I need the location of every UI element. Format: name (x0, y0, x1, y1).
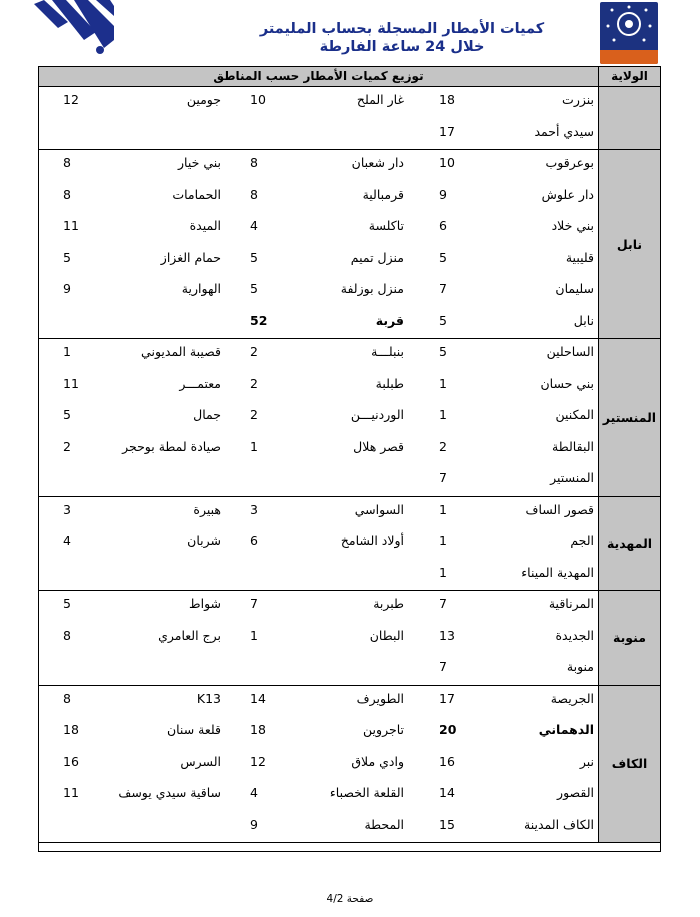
rainfall-value: 10 (250, 92, 266, 107)
station-name: K13 (196, 690, 221, 706)
station-name: الجم (570, 533, 594, 548)
table-row (39, 686, 598, 718)
rainfall-value: 20 (439, 722, 457, 737)
rainfall-value: 11 (63, 785, 79, 800)
rainfall-value: 5 (439, 312, 447, 328)
station-name: برج العامري (158, 627, 221, 643)
rainfall-value: 4 (250, 218, 258, 233)
rainfall-value: 1 (439, 407, 447, 422)
station-name: طبلبة (375, 375, 404, 391)
title-line-1: كميات الأمطار المسجلة بحساب المليمتر (259, 21, 545, 37)
logo-star-icon (600, 2, 658, 50)
rainfall-value: 8 (63, 155, 71, 170)
station-group (39, 497, 598, 592)
rainfall-value: 11 (63, 375, 79, 391)
rainfall-table (38, 66, 661, 852)
station-name: الساحلين (546, 344, 594, 359)
station-name: قرمبالية (362, 186, 404, 202)
station-name: بنزرت (562, 92, 594, 107)
governorate-cell: منوبة (598, 591, 660, 686)
table-row (39, 87, 598, 119)
station-name: بني حسان (540, 375, 594, 391)
station-name: الكاف المدينة (524, 816, 594, 832)
rainfall-value: 5 (63, 596, 71, 611)
rainfall-value: 3 (250, 501, 258, 517)
station-name: أولاد الشامخ (340, 533, 404, 548)
station-name: منزل بوزلفة (340, 281, 404, 296)
rainfall-value: 16 (63, 753, 79, 769)
rainfall-value: 7 (439, 470, 447, 485)
page-number: صفحة 4/2 (326, 893, 374, 905)
rainfall-value: 7 (439, 281, 447, 296)
table-row (39, 591, 598, 623)
rainfall-value: 2 (250, 344, 258, 359)
station-name: السواسي (354, 501, 404, 517)
table-row (39, 623, 598, 655)
station-name: شواط (189, 596, 221, 611)
station-name: طبربة (373, 596, 404, 611)
rainfall-value: 5 (63, 249, 71, 265)
rainfall-value: 8 (250, 186, 258, 202)
table-row (39, 276, 598, 308)
station-name: تاجروين (363, 722, 404, 737)
station-name: معتمـــر (179, 375, 221, 391)
rainfall-value: 1 (439, 375, 447, 391)
header-distribution: توزيع كميات الأمطار حسب المناطق (39, 67, 598, 87)
station-name: المنستير (550, 470, 594, 485)
station-name: ساقية سيدي يوسف (118, 785, 221, 800)
rainfall-value: 14 (250, 690, 266, 706)
rainfall-value: 18 (63, 722, 79, 737)
station-name: الجريصة (550, 690, 594, 706)
table-row (39, 780, 598, 812)
governorate-cell: المهدية (598, 497, 660, 592)
rainfall-value: 18 (439, 92, 455, 107)
rainfall-value: 1 (250, 627, 258, 643)
station-name: الطويرف (356, 690, 404, 706)
station-name: جومين (186, 92, 221, 107)
station-name: بوعرقوب (545, 155, 594, 170)
rainfall-value: 9 (63, 281, 71, 296)
rainfall-value: 8 (250, 155, 258, 170)
station-name: قربة (375, 312, 404, 328)
rainfall-value: 1 (439, 564, 447, 580)
logo-band (600, 50, 658, 64)
table-row (39, 245, 598, 277)
station-name: قلعة سنان (166, 722, 221, 737)
station-group (39, 339, 598, 497)
station-name: الوردنيـــن (350, 407, 404, 422)
table-row (39, 654, 598, 686)
station-name: الجديدة (555, 627, 594, 643)
station-name: سيدي أحمد (534, 123, 594, 139)
station-name: نابل (573, 312, 594, 328)
rainfall-value: 12 (250, 753, 266, 769)
station-name: الميدة (189, 218, 221, 233)
station-name: البطان (369, 627, 404, 643)
station-group (39, 150, 598, 339)
rainfall-value: 5 (250, 281, 258, 296)
station-name: منزل تميم (350, 249, 404, 265)
decorative-stripes (34, 0, 114, 64)
rainfall-value: 9 (250, 816, 258, 832)
rainfall-value: 8 (63, 627, 71, 643)
station-name: حمام الغزاز (160, 249, 221, 265)
document-title (222, 20, 582, 56)
rainfall-value: 4 (63, 533, 71, 548)
governorate-cell: الكاف (598, 686, 660, 844)
rainfall-value: 12 (63, 92, 79, 107)
station-name: منوبة (566, 659, 594, 674)
rainfall-value: 17 (439, 123, 455, 139)
rainfall-value: 5 (439, 249, 447, 265)
station-name: سليمان (555, 281, 594, 296)
station-name: المرناقية (548, 596, 594, 611)
station-name: المهدية الميناء (521, 564, 594, 580)
rainfall-value: 8 (63, 690, 71, 706)
station-name: قصيبة المديوني (141, 344, 221, 359)
header-governorate: الولاية (598, 67, 660, 87)
rainfall-value: 2 (250, 375, 258, 391)
table-row (39, 150, 598, 182)
rainfall-value: 1 (250, 438, 258, 454)
station-name: القصور (557, 785, 594, 800)
rainfall-value: 3 (63, 501, 71, 517)
table-row (39, 717, 598, 749)
station-name: المحطة (364, 816, 404, 832)
table-row (39, 465, 598, 497)
station-name: قصر هلال (353, 438, 404, 454)
station-name: بني خيار (178, 155, 221, 170)
table-row (39, 749, 598, 781)
station-name: الهوارية (181, 281, 221, 296)
table-row (39, 371, 598, 403)
rainfall-value: 2 (250, 407, 258, 422)
table-row (39, 434, 598, 466)
station-name: دار علوش (541, 186, 594, 202)
rainfall-value: 17 (439, 690, 455, 706)
rainfall-value: 1 (439, 501, 447, 517)
table-row (39, 213, 598, 245)
station-name: القلعة الخصباء (329, 785, 404, 800)
rainfall-value: 4 (250, 785, 258, 800)
table-row (39, 528, 598, 560)
rainfall-value: 5 (250, 249, 258, 265)
table-row (39, 812, 598, 844)
station-name: الدهماني (538, 722, 594, 737)
rainfall-value: 2 (63, 438, 71, 454)
station-group (39, 87, 598, 150)
station-name: قصور الساف (525, 501, 594, 517)
rainfall-value: 13 (439, 627, 455, 643)
governorate-cell (598, 87, 660, 150)
station-name: نبر (579, 753, 594, 769)
rainfall-value: 1 (439, 533, 447, 548)
station-name: المكنين (555, 407, 594, 422)
table-row (39, 119, 598, 151)
station-name: الحمامات (172, 186, 221, 202)
institute-logo (600, 2, 658, 64)
table-row (39, 308, 598, 340)
rainfall-value: 52 (250, 312, 268, 328)
rainfall-value: 5 (63, 407, 71, 422)
rainfall-value: 16 (439, 753, 455, 769)
table-row (39, 497, 598, 529)
title-line-2: خلال 24 ساعة الفارطة (319, 39, 485, 55)
station-name: البقالطة (552, 438, 594, 454)
station-name: وادي ملاق (351, 753, 404, 769)
rainfall-value: 18 (250, 722, 266, 737)
rainfall-value: 7 (439, 596, 447, 611)
table-row (39, 560, 598, 592)
station-name: السرس (180, 753, 221, 769)
station-name: جمال (193, 407, 221, 422)
governorate-cell: نابل (598, 150, 660, 339)
rainfall-value: 11 (63, 218, 79, 233)
station-group (39, 591, 598, 686)
station-name: صيادة لمطة بوحجر (122, 438, 221, 454)
station-name: بني خلاد (551, 218, 594, 233)
station-name: قليبية (565, 249, 594, 265)
rainfall-value: 7 (250, 596, 258, 611)
rainfall-value: 6 (439, 218, 447, 233)
rainfall-value: 2 (439, 438, 447, 454)
station-name: شربان (187, 533, 221, 548)
rainfall-value: 7 (439, 659, 447, 674)
table-row (39, 339, 598, 371)
table-row (39, 182, 598, 214)
station-name: هبيرة (193, 501, 221, 517)
rainfall-value: 10 (439, 155, 455, 170)
rainfall-value: 14 (439, 785, 455, 800)
rainfall-value: 8 (63, 186, 71, 202)
rainfall-value: 5 (439, 344, 447, 359)
station-name: تاكلسة (368, 218, 404, 233)
station-name: غار الملح (356, 92, 404, 107)
governorate-cell: المنستير (598, 339, 660, 497)
table-row (39, 402, 598, 434)
rainfall-value: 6 (250, 533, 258, 548)
rainfall-value: 1 (63, 344, 71, 359)
station-name: دار شعبان (351, 155, 404, 170)
rainfall-value: 15 (439, 816, 455, 832)
rainfall-value: 9 (439, 186, 447, 202)
station-name: بنبلـــة (371, 344, 404, 359)
station-group (39, 686, 598, 844)
